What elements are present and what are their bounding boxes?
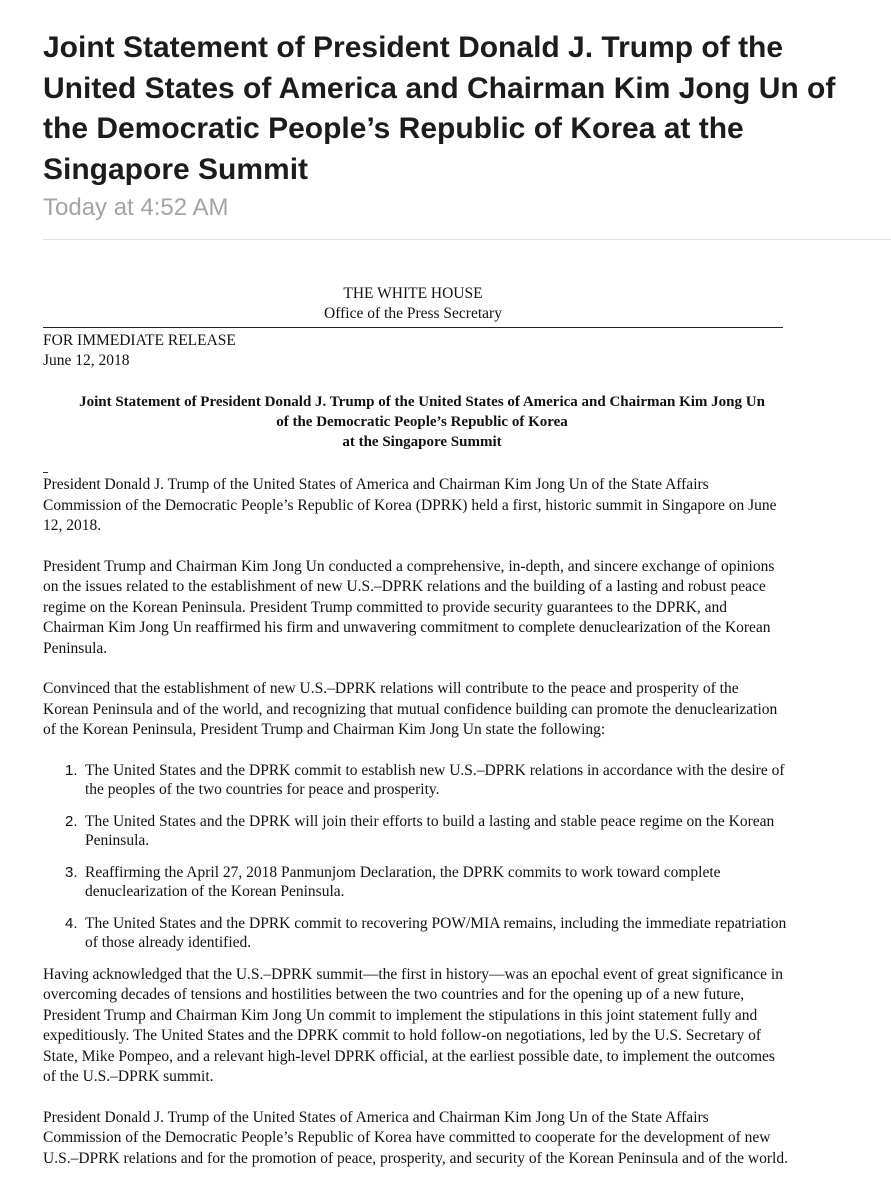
commitments-list xyxy=(43,761,788,952)
release-info xyxy=(43,331,788,371)
email-header xyxy=(43,28,863,222)
paragraph: Convinced that the establishment of new U.S.–DPRK relations will contribute to the peace and prosperity of the Korean Peninsula and of the world, and recognizing that mutual confidence building can promote the denuclearization of the Korean Peninsula, President Trump and Chairman Kim Jong Un state the following: xyxy=(43,680,778,738)
list-number: 2. xyxy=(65,812,78,830)
paragraph: President Trump and Chairman Kim Jong Un conducted a comprehensive, in-depth, and sincere exchange of opinions on the issues related to the establishment of new U.S.–DPRK relations and the building of a lasting and robust peace regime on the Korean Peninsula. President Trump committed to provide security guarantees to the DPRK, and Chairman Kim Jong Un reaffirmed his firm and unwavering commitment to complete denuclearization of the Korean Peninsula. xyxy=(43,557,775,657)
paragraph: Having acknowledged that the U.S.–DPRK summit—the first in history—was an epochal event of great significance in overcoming decades of tensions and hostilities between the two countries and for the opening up of a new future, President Trump and Chairman Kim Jong Un commit to implement the stipulations in this joint statement fully and expeditiously. The United States and the DPRK commit to hold follow-on negotiations, led by the U.S. Secretary of State, Mike Pompeo, and a relevant high-level DPRK official, at the earliest possible date, to implement the outcomes of the U.S.–DPRK summit. xyxy=(43,965,783,1085)
document-title-line: at the Singapore Summit xyxy=(342,434,502,450)
email-subject: Joint Statement of President Donald J. Trump of the United States of America and Chairman Kim Jong Un of the Democratic People’s Republic of Korea at the Singapore Summit xyxy=(43,31,836,186)
header-divider xyxy=(43,239,891,240)
letterhead xyxy=(43,284,783,324)
list-number: 4. xyxy=(65,914,78,932)
letterhead-org: THE WHITE HOUSE xyxy=(343,285,483,302)
paragraph: President Donald J. Trump of the United States of America and Chairman Kim Jong Un of the State Affairs Commission of the Democratic People’s Republic of Korea have committed to cooperate for the development of new U.S.–DPRK relations and for the promotion of peace, prosperity, and security of the Korean Peninsula and of the world. xyxy=(43,1108,788,1167)
release-label: FOR IMMEDIATE RELEASE xyxy=(43,332,236,349)
list-text: The United States and the DPRK commit to recovering POW/MIA remains, including the immediate repatriation of those already identified. xyxy=(85,914,787,951)
document-title-line: Joint Statement of President Donald J. Trump of the United States of America and Chairman Kim Jong Un xyxy=(79,394,765,410)
document-title-line: of the Democratic People’s Republic of Korea xyxy=(276,414,568,430)
letterhead-office: Office of the Press Secretary xyxy=(324,305,502,322)
list-item xyxy=(43,761,788,799)
list-item xyxy=(43,863,788,901)
list-text: The United States and the DPRK will join their efforts to build a lasting and stable peace regime on the Korean Peninsula. xyxy=(85,812,775,849)
list-number: 3. xyxy=(65,863,78,881)
paragraph: President Donald J. Trump of the United States of America and Chairman Kim Jong Un of the State Affairs Commission of the Democratic People’s Republic of Korea (DPRK) held a first, historic summit in Singapore on June 12, 2018. xyxy=(43,476,777,534)
list-text: Reaffirming the April 27, 2018 Panmunjom Declaration, the DPRK commits to work toward complete denuclearization of the Korean Peninsula. xyxy=(85,863,721,900)
underline-mark xyxy=(43,462,48,473)
document-title xyxy=(43,392,801,452)
letterhead-rule xyxy=(43,327,783,328)
email-timestamp: Today at 4:52 AM xyxy=(43,194,229,221)
list-item xyxy=(43,812,788,850)
release-date: June 12, 2018 xyxy=(43,352,130,369)
list-item xyxy=(43,914,788,952)
press-release-document xyxy=(43,284,788,1169)
list-text: The United States and the DPRK commit to establish new U.S.–DPRK relations in accordance with the desire of the peoples of the two countries for peace and prosperity. xyxy=(85,761,785,798)
list-number: 1. xyxy=(65,761,78,779)
